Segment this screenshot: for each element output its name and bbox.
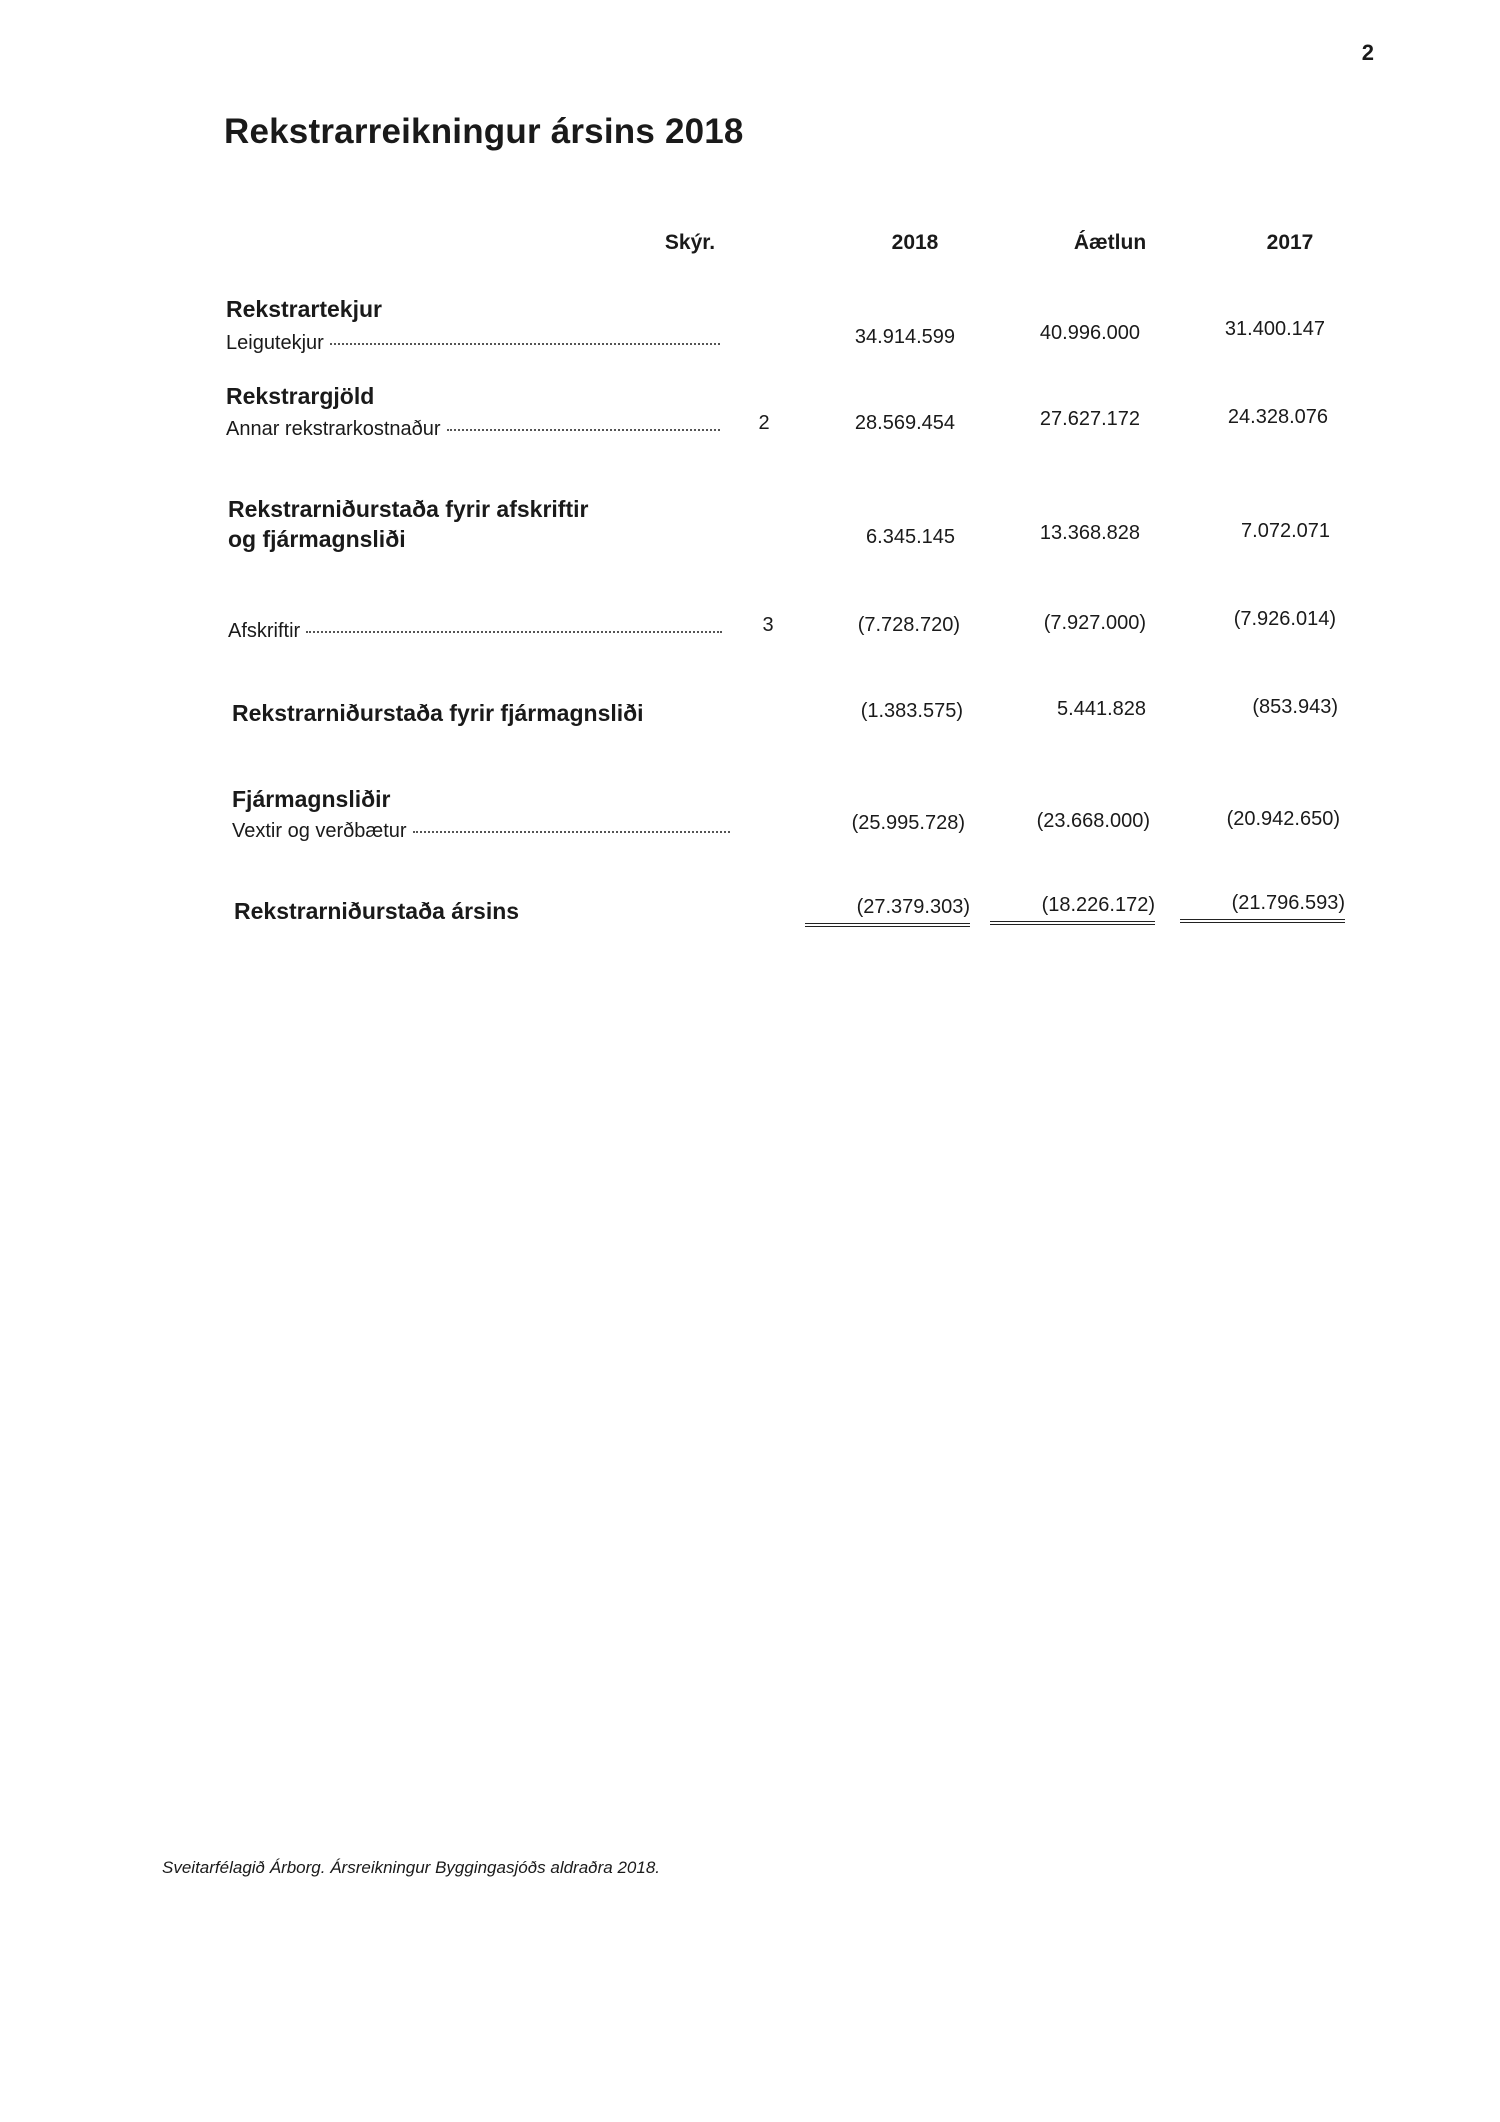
leader-dots — [413, 831, 730, 833]
value-result-2017: (21.796.593) — [1180, 892, 1345, 923]
value-ebitda-budget: 13.368.828 — [1039, 522, 1140, 544]
value-ebit-budget: 5.441.828 — [1057, 698, 1146, 720]
label-text: Afskriftir — [228, 620, 301, 642]
value-finance-2018: (25.995.728) — [851, 812, 965, 834]
value-depreciation-budget: (7.927.000) — [1043, 612, 1146, 634]
value-expenses-2017: 24.328.076 — [1227, 406, 1328, 428]
subtotal-label-line2: og fjármagnsliði — [228, 526, 406, 552]
value-ebitda-2018: 6.345.145 — [866, 526, 955, 548]
value-depreciation-2018: (7.728.720) — [857, 614, 960, 636]
page-title: Rekstrarreikningur ársins 2018 — [224, 112, 744, 151]
value-ebit-2017: (853.943) — [1252, 696, 1338, 718]
footer-text: Sveitarfélagið Árborg. Ársreikningur Byggingasjóðs aldraðra 2018. — [162, 1858, 661, 1877]
label-text: Leigutekjur — [226, 332, 324, 354]
row-label-other-expenses — [226, 418, 720, 441]
value-ebitda-2017: 7.072.071 — [1241, 520, 1330, 542]
note-ref-depreciation: 3 — [762, 614, 774, 636]
subtotal-label-line1: Rekstrarniðurstaða fyrir afskriftir — [228, 496, 589, 522]
column-header-note: Skýr. — [664, 231, 716, 254]
row-label-depreciation — [228, 620, 722, 643]
value-expenses-budget: 27.627.172 — [1039, 408, 1140, 430]
value-result-2018: (27.379.303) — [805, 896, 970, 927]
column-header-2017: 2017 — [1266, 231, 1314, 254]
column-header-budget: Áætlun — [1073, 231, 1147, 254]
leader-dots — [306, 631, 722, 633]
leader-dots — [447, 429, 720, 431]
section-heading-revenue: Rekstrartekjur — [226, 296, 382, 322]
value-ebit-2018: (1.383.575) — [860, 700, 963, 722]
subtotal-label-ebit: Rekstrarniðurstaða fyrir fjármagnsliði — [232, 700, 644, 726]
value-depreciation-2017: (7.926.014) — [1233, 608, 1336, 630]
page-number: 2 — [1361, 40, 1374, 65]
value-finance-2017: (20.942.650) — [1226, 808, 1340, 830]
value-result-budget: (18.226.172) — [990, 894, 1155, 925]
value-expenses-2018: 28.569.454 — [854, 412, 955, 434]
value-finance-budget: (23.668.000) — [1036, 810, 1150, 832]
section-heading-finance: Fjármagnsliðir — [232, 786, 391, 812]
total-label-result: Rekstrarniðurstaða ársins — [234, 898, 520, 924]
label-text: Annar rekstrarkostnaður — [226, 418, 441, 440]
value-revenue-budget: 40.996.000 — [1039, 322, 1140, 344]
value-revenue-2017: 31.400.147 — [1224, 318, 1325, 340]
leader-dots — [330, 343, 720, 345]
row-label-interest — [232, 820, 730, 843]
label-text: Vextir og verðbætur — [232, 820, 407, 842]
value-revenue-2018: 34.914.599 — [854, 326, 955, 348]
note-ref-expenses: 2 — [758, 412, 770, 434]
column-header-2018: 2018 — [891, 231, 939, 254]
section-heading-expenses: Rekstrargjöld — [226, 383, 375, 409]
row-label-rental-income — [226, 332, 720, 355]
